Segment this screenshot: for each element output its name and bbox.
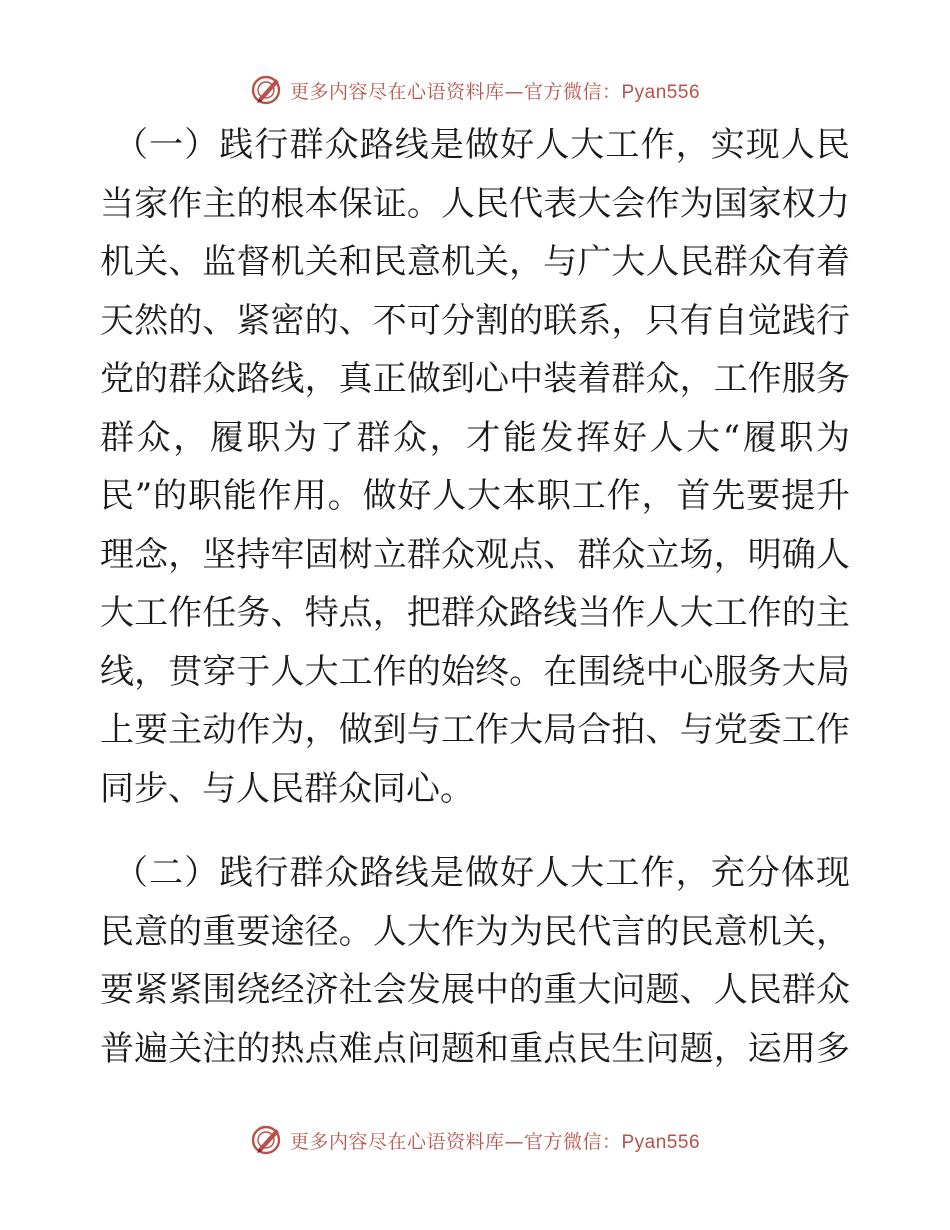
text-line: 要紧紧围绕经济社会发展中的重大问题、人民群众: [100, 970, 850, 1010]
text-line: （一）践行群众路线是做好人大工作，实现人民: [114, 125, 850, 165]
text-line: 民意的重要途径。人大作为为民代言的民意机关，: [100, 911, 850, 952]
text-line: 机关、监督机关和民意机关，与广大人民群众有着: [100, 242, 850, 282]
text-line: 当家作主的根本保证。人民代表大会作为国家权力: [100, 183, 850, 224]
header-banner: [0, 70, 950, 110]
pen-logo-icon: [250, 73, 284, 107]
text-line: 线，贯穿于人大工作的始终。在围绕中心服务大局: [100, 651, 850, 692]
text-line: 民”的职能作用。做好人大本职工作，首先要提升: [100, 476, 850, 516]
text-line: 群众，履职为了群众，才能发挥好人大“履职为: [100, 417, 850, 458]
footer-banner: [0, 1120, 950, 1160]
paragraph-2: [100, 844, 850, 1078]
text-line: （二）践行群众路线是做好人大工作，充分体现: [114, 853, 850, 893]
text-line: 理念，坚持牢固树立群众观点、群众立场，明确人: [100, 534, 850, 575]
footer-wechat-id: Pyan556: [621, 1131, 701, 1153]
text-line: 大工作任务、特点，把群众路线当作人大工作的主: [100, 593, 850, 633]
text-line: 党的群众路线，真正做到心中装着群众，工作服务: [100, 359, 850, 399]
text-line: 天然的、紧密的、不可分割的联系，只有自觉践行: [100, 300, 850, 341]
text-line: 上要主动作为，做到与工作大局合拍、与党委工作: [100, 710, 850, 750]
header-wechat-id: Pyan556: [621, 81, 701, 103]
header-brand-text: 更多内容尽在心语资料库—官方微信：Pyan556: [289, 80, 701, 103]
footer-brand-text: 更多内容尽在心语资料库—官方微信：Pyan556: [289, 1130, 701, 1153]
text-line: 同步、与人民群众同心。: [100, 768, 474, 809]
document-body: [100, 116, 850, 1078]
paragraph-1: [100, 116, 850, 818]
pen-logo-icon: [250, 1123, 284, 1157]
text-line: 普遍关注的热点难点问题和重点民生问题，运用多: [100, 1028, 850, 1069]
